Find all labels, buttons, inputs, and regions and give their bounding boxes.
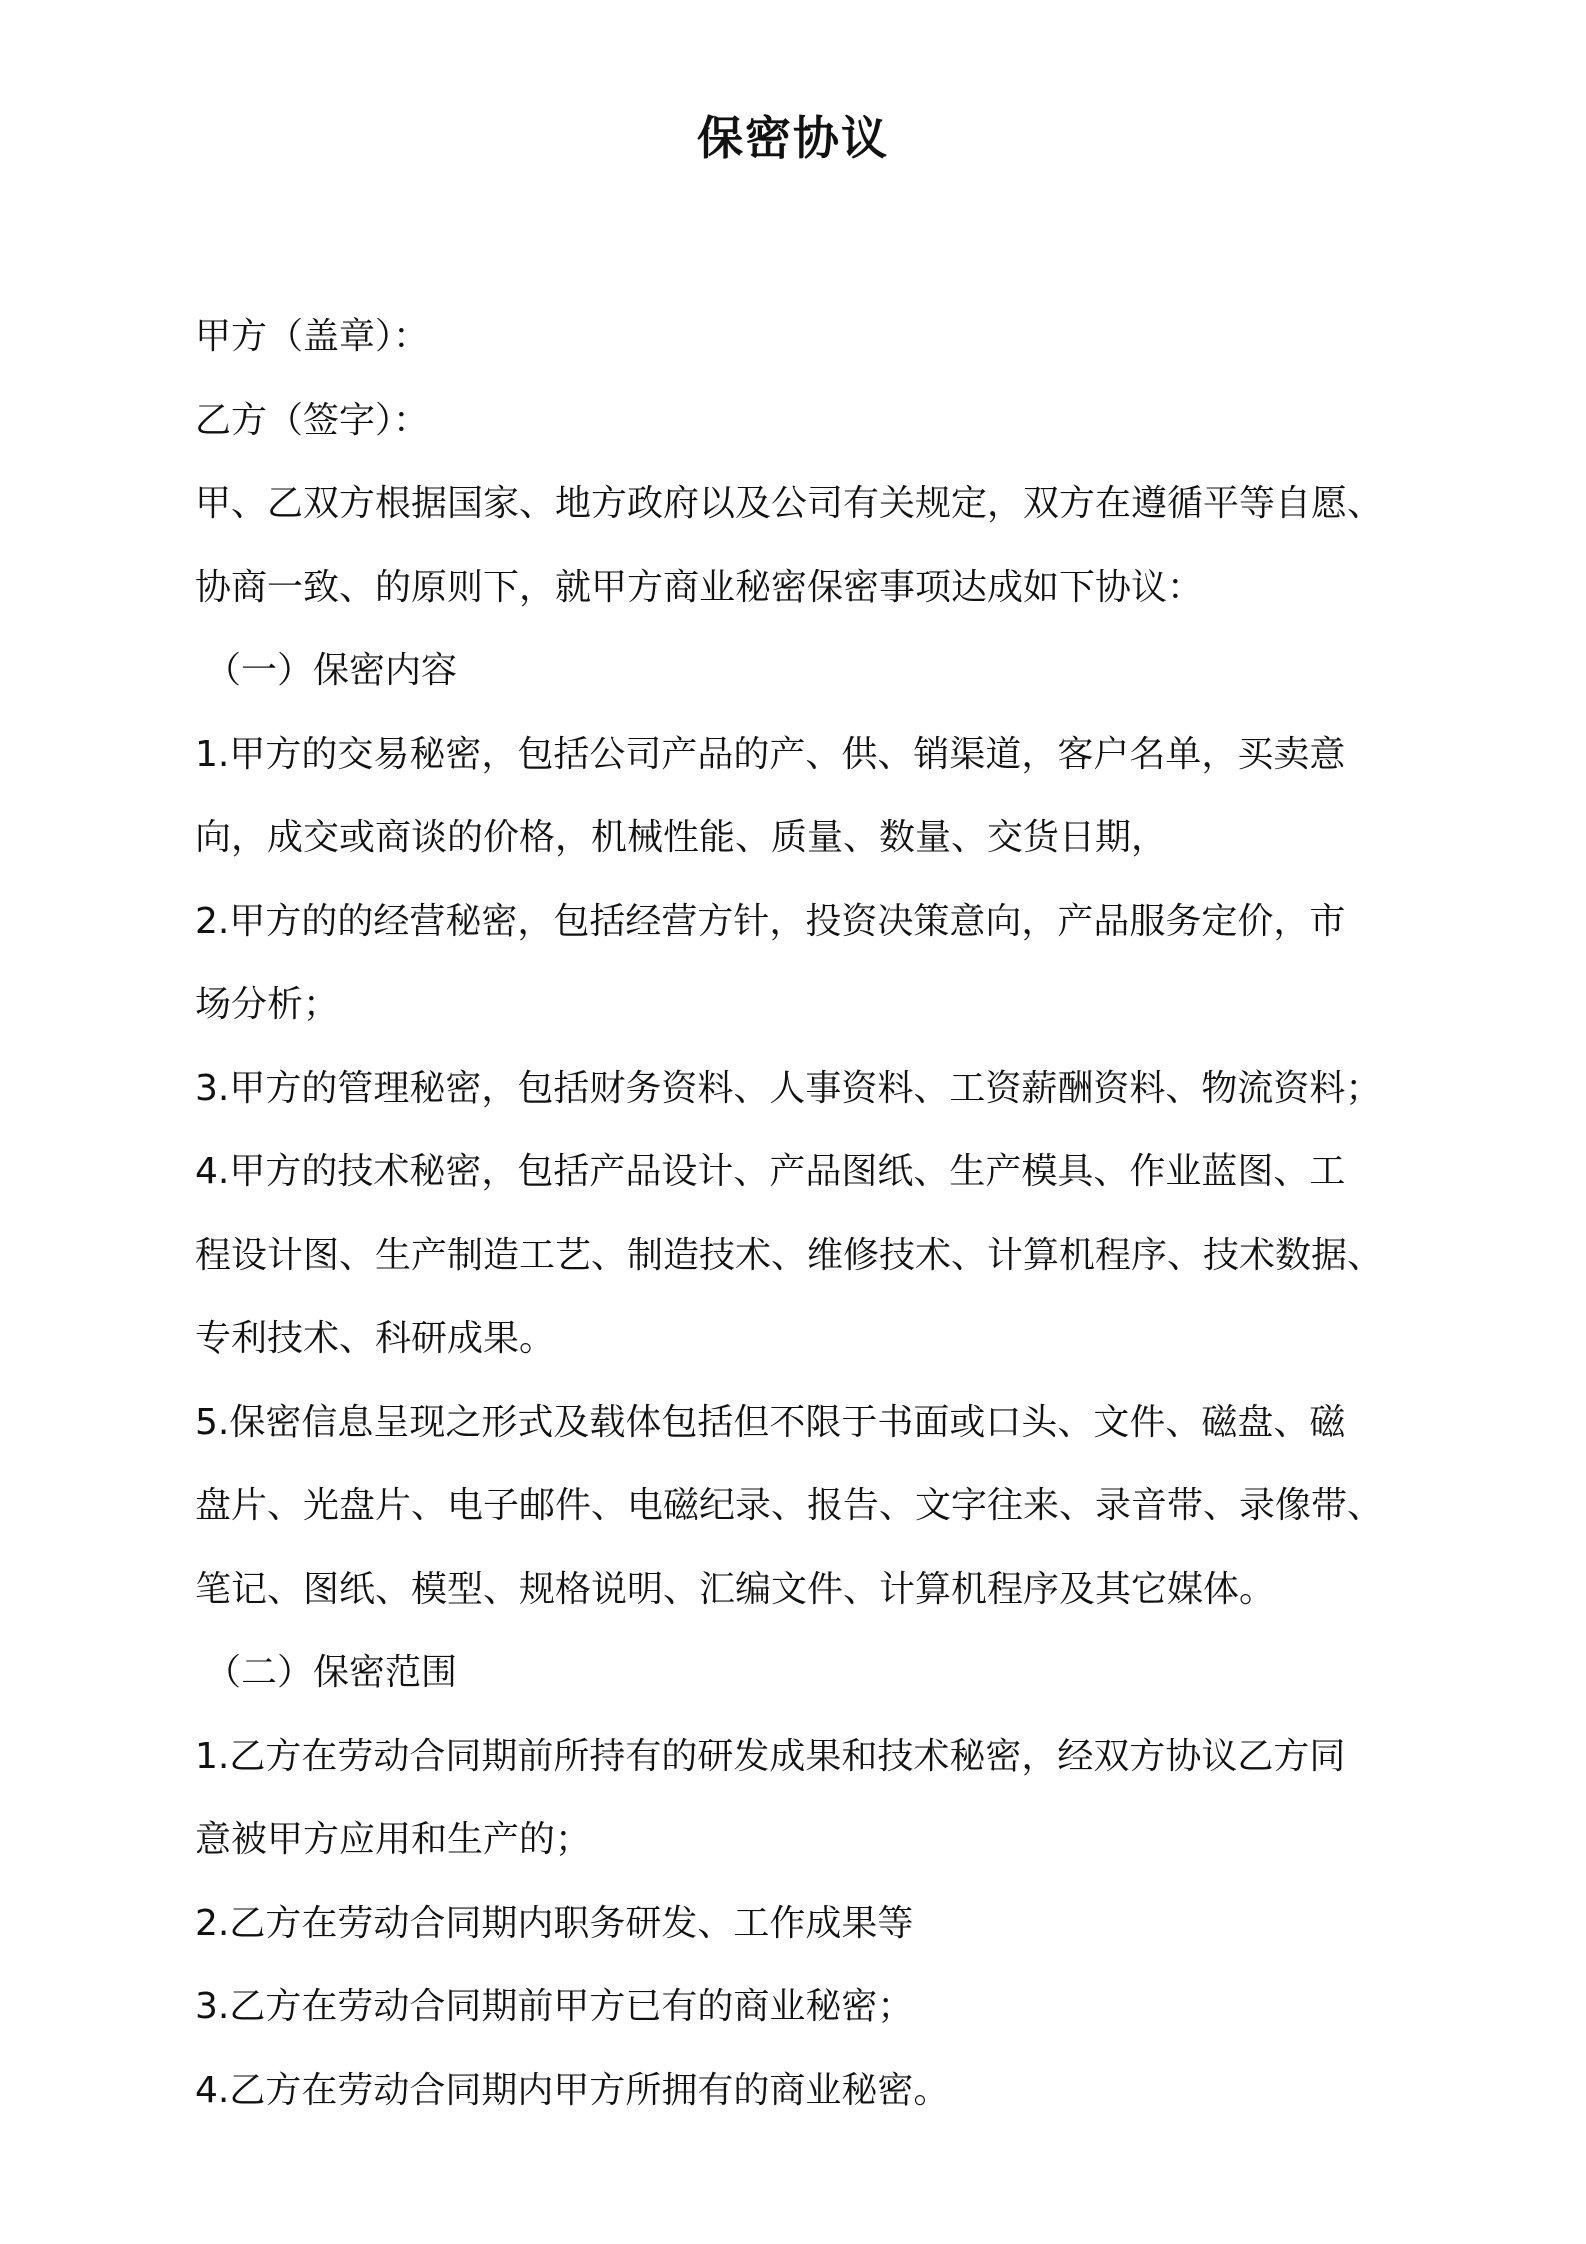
paragraph-line: 协商一致、的原则下，就甲方商业秘密保密事项达成如下协议： bbox=[195, 566, 1204, 608]
paragraph-line: 向，成交或商谈的价格，机械性能、质量、数量、交货日期， bbox=[195, 817, 1168, 858]
section-heading-scope: （二）保密范围 bbox=[205, 1652, 458, 1693]
party-a-line: 甲方（盖章）： bbox=[195, 316, 430, 357]
paragraph-line: 1.乙方在劳动合同期前所持有的研发成果和技术秘密，经双方协议乙方同 bbox=[195, 1735, 1346, 1777]
clause-1-4 bbox=[195, 1130, 1395, 1381]
document-body bbox=[195, 295, 1395, 2132]
paragraph-line: 4.甲方的技术秘密，包括产品设计、产品图纸、生产模具、作业蓝图、工 bbox=[195, 1151, 1346, 1192]
paragraph-line: 笔记、图纸、模型、规格说明、汇编文件、计算机程序及其它媒体。 bbox=[195, 1568, 1276, 1610]
paragraph-line: 1.甲方的交易秘密，包括公司产品的产、供、销渠道，客户名单，买卖意 bbox=[195, 733, 1346, 775]
paragraph-line: 3.甲方的管理秘密，包括财务资料、人事资料、工资薪酬资料、物流资料； bbox=[195, 1067, 1382, 1109]
intro-paragraph bbox=[195, 462, 1395, 629]
paragraph-line: 2.乙方在劳动合同期内职务研发、工作成果等 bbox=[195, 1902, 914, 1944]
clause-1-2 bbox=[195, 880, 1395, 1047]
paragraph-line: 专利技术、科研成果。 bbox=[195, 1318, 556, 1359]
clause-2-1 bbox=[195, 1715, 1395, 1882]
section-heading-content: （一）保密内容 bbox=[205, 650, 458, 691]
paragraph-line: 场分析； bbox=[195, 984, 340, 1025]
party-b-line: 乙方（签字）： bbox=[195, 399, 430, 441]
paragraph-line: 程设计图、生产制造工艺、制造技术、维修技术、计算机程序、技术数据、 bbox=[195, 1234, 1384, 1276]
clause-2-4 bbox=[195, 2049, 1395, 2133]
document-title: 保密协议 bbox=[697, 111, 889, 165]
clause-2-3 bbox=[195, 1965, 1395, 2049]
paragraph-line: 盘片、光盘片、电子邮件、电磁纪录、报告、文字往来、录音带、录像带、 bbox=[195, 1485, 1384, 1526]
paragraph-line: 甲、乙双方根据国家、地方政府以及公司有关规定，双方在遵循平等自愿、 bbox=[195, 483, 1384, 524]
clause-1-5 bbox=[195, 1381, 1395, 1632]
clause-1-3 bbox=[195, 1047, 1395, 1131]
paragraph-line: 意被甲方应用和生产的； bbox=[195, 1819, 592, 1860]
paragraph-line: 2.甲方的的经营秘密，包括经营方针，投资决策意向，产品服务定价，市 bbox=[195, 900, 1346, 942]
paragraph-line: 4.乙方在劳动合同期内甲方所拥有的商业秘密。 bbox=[195, 2069, 950, 2111]
paragraph-line: 5.保密信息呈现之形式及载体包括但不限于书面或口头、文件、磁盘、磁 bbox=[195, 1401, 1346, 1443]
paragraph-line: 3.乙方在劳动合同期前甲方已有的商业秘密； bbox=[195, 1986, 914, 2027]
clause-2-2 bbox=[195, 1882, 1395, 1966]
clause-1-1 bbox=[195, 713, 1395, 880]
